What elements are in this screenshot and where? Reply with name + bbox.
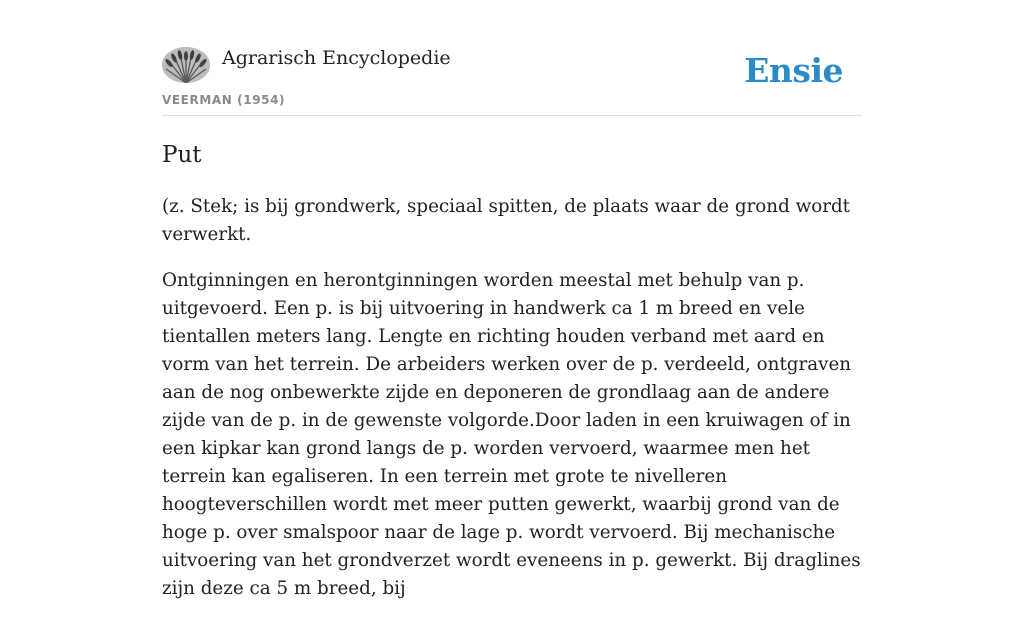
wheat-sheaf-icon[interactable] (162, 47, 210, 83)
source-author[interactable]: VEERMAN (1954) (162, 93, 286, 107)
entry-body (162, 193, 866, 621)
entry-headword: Put (162, 142, 202, 168)
header (162, 46, 862, 116)
source-title[interactable]: Agrarisch Encyclopedie (222, 47, 451, 69)
header-divider (162, 115, 862, 116)
entry-paragraph: Ontginningen en herontginningen worden meestal met behulp van p. uitgevoerd. Een p. is bij uitvoering in handwerk ca 1 m breed en vele tientallen meters lang. Lengte en richting houden verband met aard en vorm van het terrein. De arbeiders werken over de p. verdeeld, ontgraven aan de nog onbewerkte zijde en deponeren de grondlaag aan de andere zijde van de p. in de gewenste volgorde.Door laden in een kruiwagen of in een kipkar kan grond langs de p. worden vervoerd, waarmee men het terrein kan egaliseren. In een terrein met grote te nivelleren hoogteverschillen wordt met meer putten gewerkt, waarbij grond van de hoge p. over smalspoor naar de lage p. wordt vervoerd. Bij mechanische uitvoering van het grondverzet wordt eveneens in p. gewerkt. Bij draglines zijn deze ca 5 m breed, bij (162, 270, 861, 599)
brand-logo[interactable]: Ensie (744, 51, 843, 90)
entry-paragraph: (z. Stek; is bij grondwerk, speciaal spitten, de plaats waar de grond wordt verwerkt. (162, 196, 851, 245)
